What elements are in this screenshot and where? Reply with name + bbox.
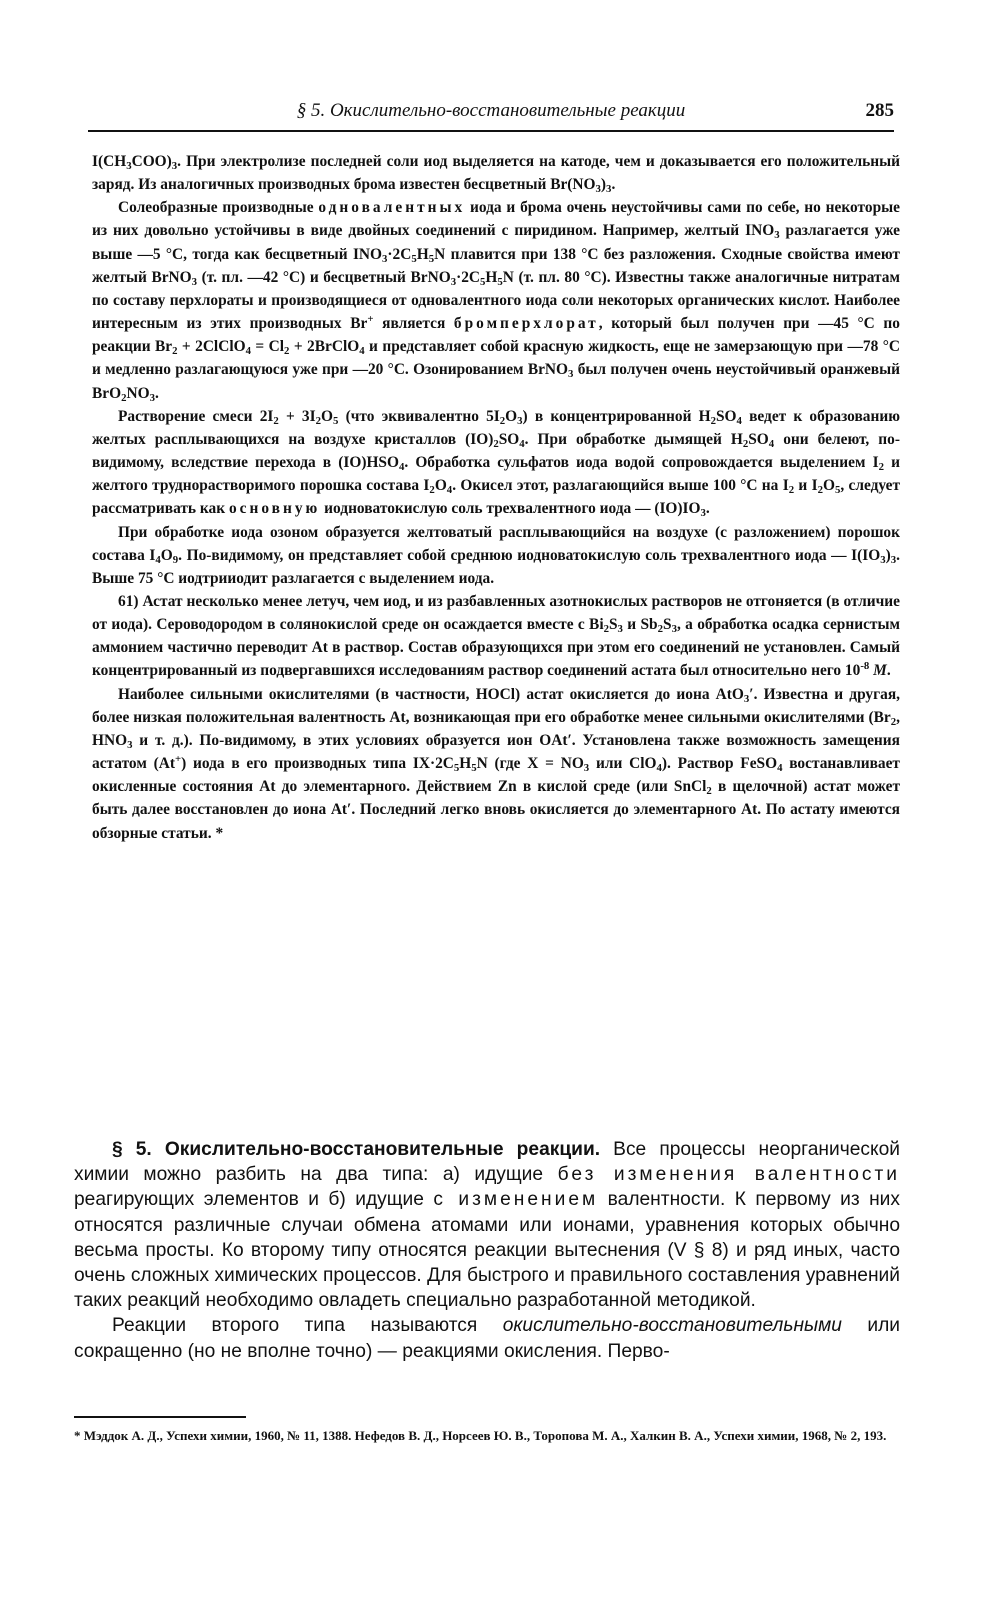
paragraph-monovalent-salts: Солеобразные производные одновалентных иода и брома очень неустойчивы сами по себе, но некоторые из них довольно устойчивы в виде двойных соединений с пиридином. Например, желтый $INO_3$ разлагается уже выше —5 °С, тогда как бесцветный $INO_3\cdot 2C_5H_5N$ плавится при 138 °С без разложения. Сходные свойства имеют желтый BrNO$_3$ (т. пл. —42 °С) и бесцветный $BrNO_3\cdot 2C_5H_5N$ (т. пл. 80 °С). Известны также аналогичные нитратам по составу перхлораты и производящиеся от одновалентного иода соли некоторых органических кислот. Наиболее интересным из этих производных Br+ является бромперхлорат, который был получен при —45 °С по реакции $Br_2$ + 2ClClO$_4$ = $Cl_2$ + 2BrClO$_4$ и представляет собой красную жидкость, еще не замерзающую при —78 °С и медленно разлагающуюся уже при —20 °С. Озонированием BrNO$_3$ был получен очень неустойчивый оранжевый $BrO_2NO_3$.: [92, 199, 900, 404]
paragraph-astatine-note-61: 61) Астат несколько менее летуч, чем иод, и из разбавленных азотнокислых растворов не отгоняется (в отличие от иода). Сероводородом в солянокислой среде он осаждается вместе с $Bi_2S_3$ и $Sb_2S_3$, а обработка осадка сернистым аммонием частично переводит At в раствор. Состав образующихся при этом его соединений не установлен. Самый концентрированный из подвергавшихся исследованиям раствор соединений астата был относительно него $10^{-8}$ M.: [92, 592, 900, 680]
page-header: [88, 96, 894, 132]
paragraph-iodine-sulfates: Растворение смеси $2I_2 + 3I_2O_5$ (что эквивалентно $5I_2O_3$) в концентрированной $H_2SO_4$ ведет к образованию желтых расплывающихся на воздухе кристаллов $(IO)_2SO_4$. При обработке дымящей $H_2SO_4$ они белеют, по-видимому, вследствие перехода в $(IO)HSO_4$. Обработка сульфатов иода водой сопровождается выделением $I_2$ и желтого труднорастворимого порошка состава $I_2O_4$. Окисел этот, разлагающийся выше 100 °С на $I_2$ и $I_2O_5$, следует рассматривать как основную иодноватокислую соль трехвалентного иода — $(IO)IO_3$.: [92, 407, 901, 520]
section-5-intro: § 5. Окислительно-восстановительные реакции. Все процессы неорганической химии можно разбить на два типа: а) идущие без изменения валентности реагирующих элементов и б) идущие с изменением валентности. К первому из них относятся различные случаи обмена атомами или ионами, уравнения которых обычно весьма просты. Ко второму типу относятся реакции вытеснения (V § 8) и ряд иных, часто очень сложных химических процессов. Для быстрого и правильного составления уравнений таких реакций необходимо овладеть специально разработанной методикой.: [74, 1139, 900, 1312]
paragraph-iodine-acetate: $I(CH_3COO)_3$. При электролизе последней соли иод выделяется на катоде, чем и доказывается его положительный заряд. Из аналогичных производных брома известен бесцветный $Br(NO_3)_3$.: [92, 153, 900, 196]
footnote-rule: [74, 1416, 246, 1418]
footnote: * Мэддок А. Д., Успехи химии, 1960, № 11, 1388. Нефедов В. Д., Норсеев Ю. В., Торопова М. А., Халкин В. А., Успехи химии, 1968, № 2, 193.: [74, 1428, 887, 1443]
paragraph-astatine-oxidation: Наиболее сильными окислителями (в частности, HOCl) астат окисляется до иона AtO$_3$′. Известна и другая, более низкая положительная валентность At, возникающая при его обработке менее сильными окислителями ($Br_2$, $HNO_3$ и т. д.). По-видимому, в этих условиях образуется ион OAt′. Установлена также возможность замещения астатом (At+) иода в его производных типа $IX\cdot 2C_5H_5N$ (где $X = NO_3$ или ClO$_4$). Раствор FeSO$_4$ востанавливает окисленные состояния At до элементарного. Действием Zn в кислой среде (или SnCl$_2$ в щелочной) астат может быть далее восстановлен до иона At′. Последний легко вновь окисляется до элементарного At. По астату имеются обзорные статьи. *: [92, 685, 901, 842]
running-title: § 5. Окислительно-восстановительные реакции: [296, 100, 686, 121]
section-5-body: [74, 1137, 900, 1364]
section-heading: § 5. Окислительно-восстановительные реакции.: [112, 1139, 601, 1160]
page-number: 285: [865, 100, 894, 121]
section-5-paragraph-2: Реакции второго типа называются окислительно-восстановительными или сокращенно (но не вполне точно) — реакциями окисления. Перво-: [74, 1315, 900, 1362]
paragraph-ozone-treatment: При обработке иода озоном образуется желтоватый расплывающийся на воздухе (с разложением) порошок состава $I_4O_9$. По-видимому, он представляет собой среднюю иодноватокислую соль трехвалентного иода — $I(IO_3)_3$. Выше 75 °С иодтрииодит разлагается с выделением иода.: [92, 523, 900, 587]
small-print-notes: [92, 150, 900, 845]
